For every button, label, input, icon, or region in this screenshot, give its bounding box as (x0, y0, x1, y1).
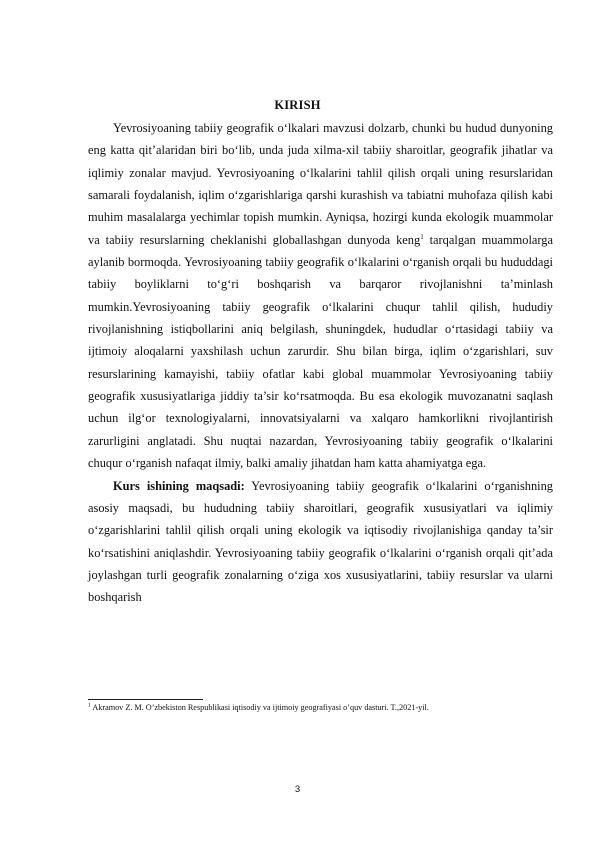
paragraph-text-continued: tarqalgan muammolarga aylanib bormoqda. Yevrosiyoaning tabiiy geografik o‘lkalarini o‘rganish orqali bu hududdagi tabiiy boyliklarni to‘g‘ri boshqarish va barqaror rivojlanishni ta’minlash mumkin.Yevrosiyoaning tabiiy geografik o‘lkalarini chuqur tahlil qilish, hududiy rivojlanishning istiqbollarini aniq belgilash, shuningdek, hududlar o‘rtasidagi tabiiy va ijtimoiy aloqalarni yaxshilash uchun zarurdir. Shu bilan birga, iqlim o‘zgarishlari, suv resurslarining kamayishi, tabiiy ofatlar kabi global muammolar Yevrosiyoaning tabiiy geografik xususiyatlariga jiddiy ta’sir ko‘rsatmoqda. Bu esa ekologik muvozanatni saqlash uchun ilg‘or texnologiyalarni, innovatsiyalarni va xalqaro hamkorlikni rivojlantirish zarurligini anglatadi. Shu nuqtai nazardan, Yevrosiyoaning tabiiy geografik o‘lkalarini chuqur o‘rganish nafaqat ilmiy, balki amaliy jihatdan ham katta ahamiyatga ega. (88, 232, 553, 471)
body-text (88, 117, 553, 609)
footnote-reference[interactable]: 1 (420, 232, 424, 241)
footnote (88, 702, 558, 713)
intro-paragraph (88, 117, 553, 475)
page-number: 3 (294, 784, 301, 795)
aim-text: Yevrosiyoaning tabiiy geografik o‘lkalarini o‘rganishning asosiy maqsadi, bu hududning tabiiy sharoitlari, geografik xususiyatlari va iqlimiy o‘zgarishlarini tahlil qilish orqali uning ekologik va iqtisodiy rivojlanishiga qanday ta’sir ko‘rsatishini aniqlashdir. Yevrosiyoaning tabiiy geografik o‘lkalarini o‘rganish orqali qit’ada joylashgan turli geografik zonalarning o‘ziga xos xususiyatlarini, tabiiy resurslar va ularni boshqarish (88, 478, 554, 605)
aim-paragraph (88, 475, 553, 609)
paragraph-text: Yevrosiyoaning tabiiy geografik o‘lkalari mavzusi dolzarb, chunki bu hudud dunyoning eng katta qit’alaridan biri bo‘lib, unda juda xilma-xil tabiiy sharoitlar, geografik jihatlar va iqlimiy zonalar mavjud. Yevrosiyoaning o‘lkalarini tahlil qilish orqali uning resurslaridan samarali foydalanish, iqlim o‘zgarishlariga qarshi kurashish va tabiatni muhofaza qilish kabi muhim masalalarga yechimlar topish mumkin. Ayniqsa, hozirgi kunda ekologik muammolar va tabiiy resurslarning cheklanishi globallashgan dunyoda keng (88, 121, 553, 247)
footnote-text: Akramov Z. M. O’zbekiston Respublikasi iqtisodiy va ijtimoiy geografiyasi o’quv dasturi. T.,2021-yil. (90, 703, 429, 712)
footnote-number: 1 (88, 702, 91, 709)
aim-heading: Kurs ishining maqsadi: (113, 478, 245, 493)
footnote-divider (88, 699, 203, 700)
section-title: KIRISH (274, 98, 321, 112)
